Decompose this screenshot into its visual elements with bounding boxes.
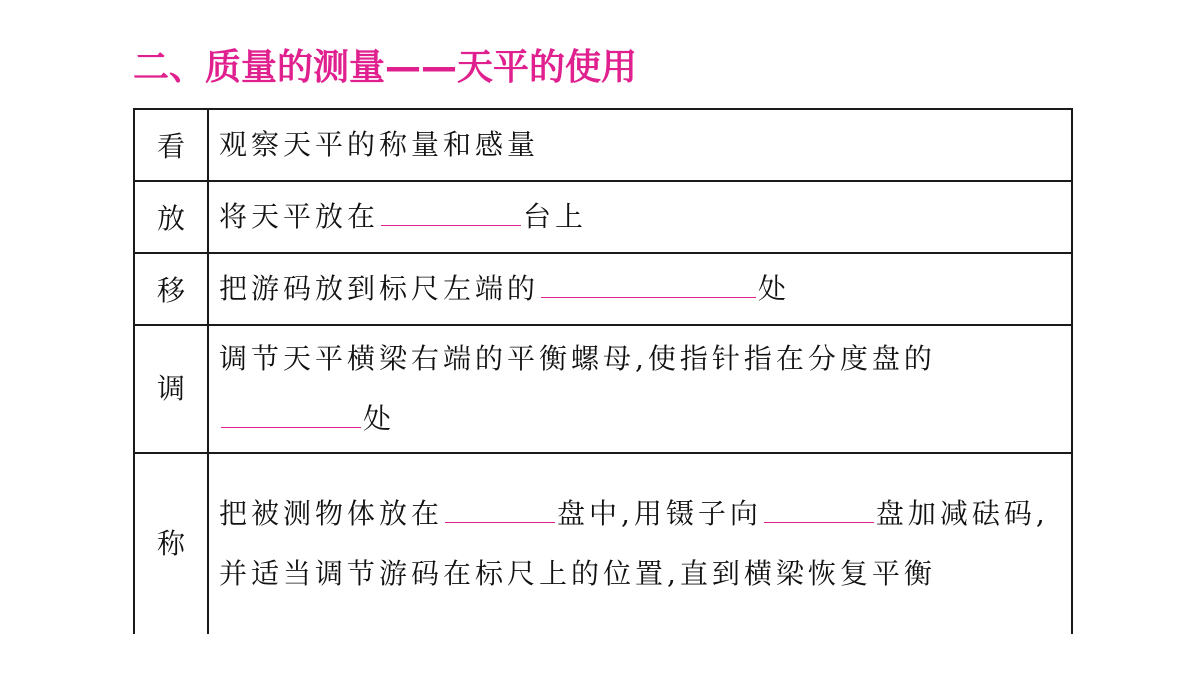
step-content: 观察天平的称量和感量 (208, 109, 1072, 181)
table-row (134, 325, 1072, 453)
step-content: 把游码放到标尺左端的 处 (208, 253, 1072, 325)
table-row (134, 253, 1072, 325)
fill-in-blank[interactable] (381, 195, 521, 226)
fill-in-blank[interactable] (764, 492, 874, 523)
step-content: 把被测物体放在 盘中,用镊子向 盘加减砝码,并适当调节游码在标尺上的位置,直到横梁恢复平衡 (208, 453, 1072, 634)
step-content: 将天平放在 台上 (208, 181, 1072, 253)
step-key: 调 (134, 325, 208, 453)
section-heading: 二、质量的测量——天平的使用 (133, 47, 638, 88)
step-key: 移 (134, 253, 208, 325)
step-content: 调节天平横梁右端的平衡螺母,使指针指在分度盘的 处 (208, 325, 1072, 453)
table-row (134, 109, 1072, 181)
fill-in-blank[interactable] (221, 397, 361, 428)
step-key: 看 (134, 109, 208, 181)
step-key: 称 (134, 453, 208, 634)
table-row (134, 181, 1072, 253)
fill-in-blank[interactable] (445, 492, 555, 523)
steps-table (133, 108, 1073, 634)
step-key: 放 (134, 181, 208, 253)
table-row (134, 453, 1072, 634)
fill-in-blank[interactable] (541, 267, 756, 298)
